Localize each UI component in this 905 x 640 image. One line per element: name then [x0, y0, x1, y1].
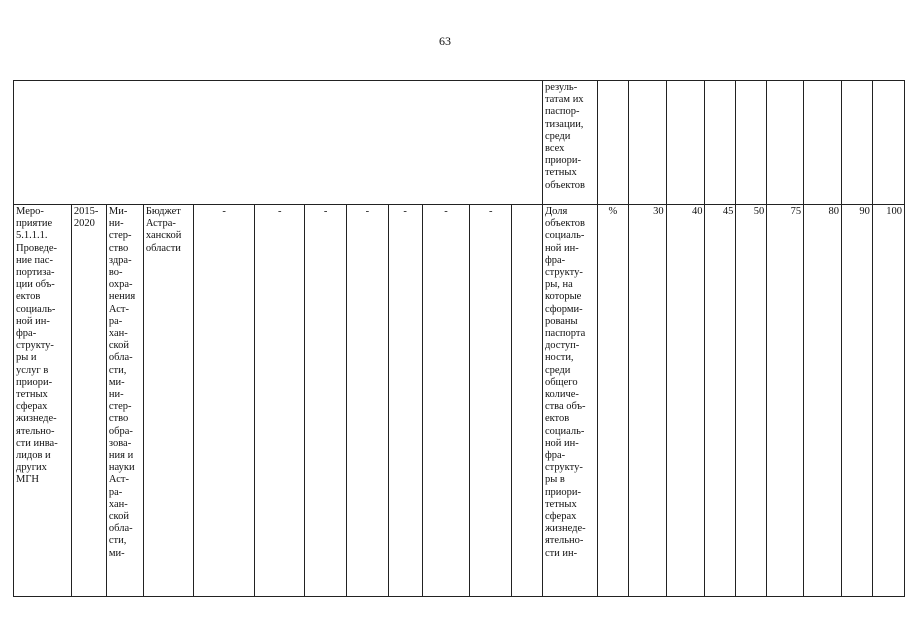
value-cell: 45	[705, 205, 736, 597]
funding-cell: -	[422, 205, 470, 597]
funding-cell: -	[388, 205, 422, 597]
unit-cell: %	[597, 205, 628, 597]
empty-merged-cell	[14, 81, 543, 205]
funding-cell: -	[470, 205, 512, 597]
value-cell-empty	[705, 81, 736, 205]
page-number: 63	[439, 34, 451, 48]
value-cell: 100	[872, 205, 904, 597]
value-cell-empty	[628, 81, 666, 205]
value-cell-empty	[736, 81, 767, 205]
value-cell: 90	[841, 205, 872, 597]
value-cell-empty	[767, 81, 804, 205]
executor-cell: Ми- ни- стер- ство здра- во- охра- нения Аст- ра- хан- ской обла- сти, ми- ни- стер- ство обра- зова- ния и науки Аст- ра- хан- ской обла- сти, ми-	[106, 205, 143, 597]
indicator-cell-continued: резуль- татам их паспор- тизации, среди всех приори- тетных объектов	[542, 81, 597, 205]
funding-cell: -	[305, 205, 347, 597]
value-cell: 75	[767, 205, 804, 597]
funding-source-cell: Бюджет Астра- ханской области	[143, 205, 193, 597]
value-cell: 40	[666, 205, 705, 597]
period-cell: 2015- 2020	[71, 205, 106, 597]
measure-cell: Меро- приятие 5.1.1.1. Проведе- ние пас- портиза- ции объ- ектов социаль- ной ин- фра- структу- ры и услуг в приори- тетных сферах жизнеде- ятельно- сти инва- лидов и других МГН	[14, 205, 72, 597]
program-table	[13, 80, 905, 597]
value-cell: 80	[804, 205, 842, 597]
value-cell-empty	[804, 81, 842, 205]
value-cell: 50	[736, 205, 767, 597]
empty-cell	[512, 205, 543, 597]
value-cell-empty	[841, 81, 872, 205]
value-cell-empty	[872, 81, 904, 205]
funding-cell: -	[193, 205, 255, 597]
table-row-measure-5-1-1-1	[14, 205, 905, 597]
funding-cell: -	[255, 205, 305, 597]
value-cell-empty	[666, 81, 705, 205]
value-cell: 30	[628, 205, 666, 597]
funding-cell: -	[346, 205, 388, 597]
indicator-cell: Доля объектов социаль- ной ин- фра- структу- ры, на которые сформи- рованы паспорта доступ- ности, среди общего количе- ства объ- ектов социаль- ной ин- фра- структу- ры в приори- тетных сферах жизнеде- ятельно- сти ин-	[542, 205, 597, 597]
table-row-continuation	[14, 81, 905, 205]
unit-cell-empty	[597, 81, 628, 205]
